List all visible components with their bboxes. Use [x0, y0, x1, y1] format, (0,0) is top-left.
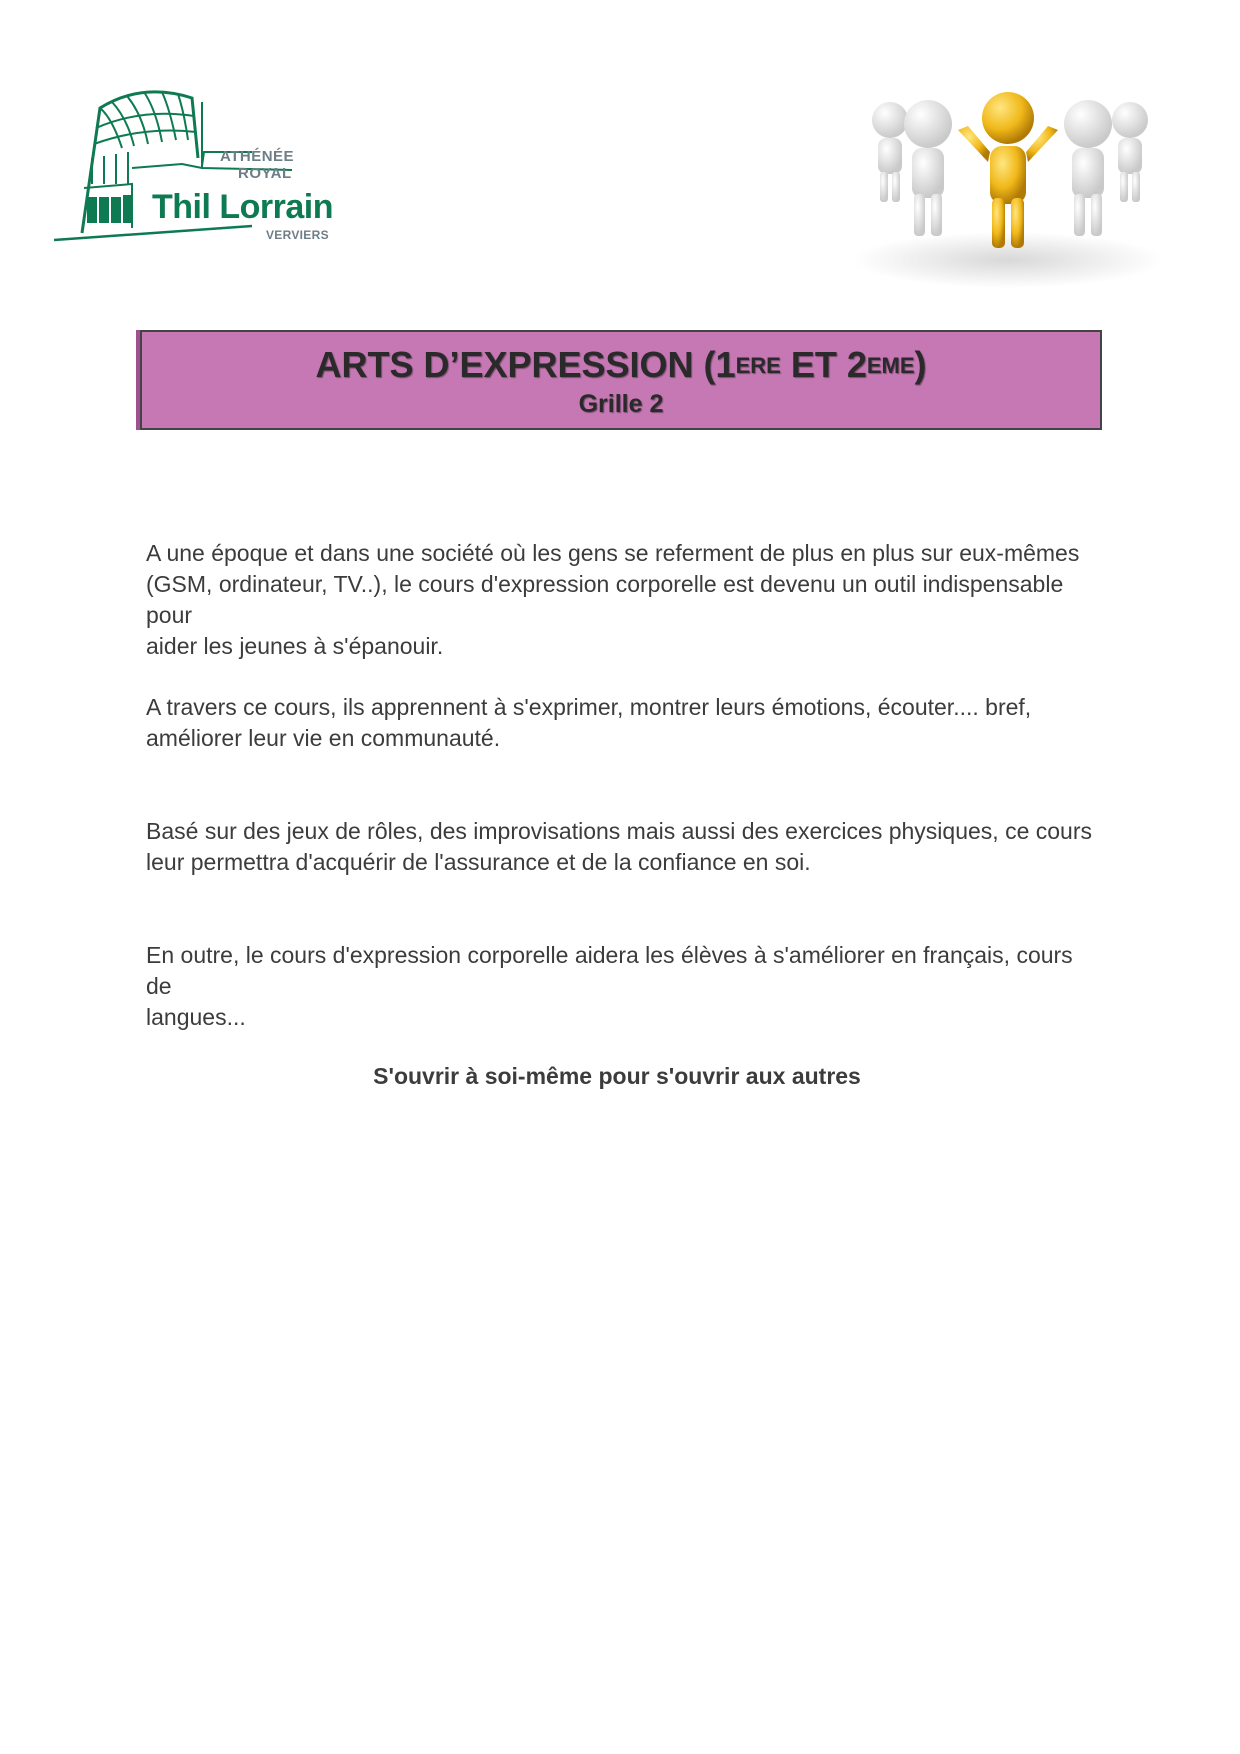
people-group-icon — [848, 90, 1168, 290]
paragraph-line: (GSM, ordinateur, TV..), le cours d'expression corporelle est devenu un outil indispensable pour — [146, 571, 1064, 628]
paragraph-2 — [146, 692, 1096, 754]
paragraph-line: améliorer leur vie en communauté. — [146, 725, 501, 751]
page-subtitle: Grille 2 — [578, 390, 664, 418]
people-illustration — [848, 90, 1168, 290]
paragraph-line: leur permettra d'acquérir de l'assurance et de la confiance en soi. — [146, 849, 811, 875]
paragraph-line: A travers ce cours, ils apprennent à s'exprimer, montrer leurs émotions, écouter.... bref, — [146, 694, 1032, 720]
paragraph-line: En outre, le cours d'expression corporelle aidera les élèves à s'améliorer en français, cours de — [146, 942, 1073, 999]
paragraph-3 — [146, 816, 1096, 878]
title-mid: ET 2 — [780, 344, 867, 385]
paragraph-1 — [146, 538, 1096, 662]
school-logo — [52, 88, 352, 248]
page-title — [142, 344, 1100, 386]
paragraph-line: langues... — [146, 1004, 246, 1030]
title-prefix: ARTS D’EXPRESSION (1 — [315, 344, 736, 385]
logo-line-royal: ROYAL — [238, 165, 292, 182]
logo-city: VERVIERS — [266, 228, 329, 242]
paragraph-line: A une époque et dans une société où les gens se referment de plus en plus sur eux-mêmes — [146, 540, 1080, 566]
logo-school-name: Thil Lorrain — [152, 188, 333, 226]
paragraph-line: aider les jeunes à s'épanouir. — [146, 633, 444, 659]
title-banner — [140, 330, 1102, 430]
title-sup-second: EME — [866, 353, 915, 378]
title-sup-first: ERE — [735, 353, 781, 378]
paragraph-4 — [146, 940, 1096, 1033]
motto: S'ouvrir à soi-même pour s'ouvrir aux autres — [373, 1063, 861, 1089]
title-suffix: ) — [914, 344, 927, 385]
logo-line-athenee: ATHÉNÉE — [220, 148, 295, 165]
paragraph-line: Basé sur des jeux de rôles, des improvisations mais aussi des exercices physiques, ce cours — [146, 818, 1092, 844]
